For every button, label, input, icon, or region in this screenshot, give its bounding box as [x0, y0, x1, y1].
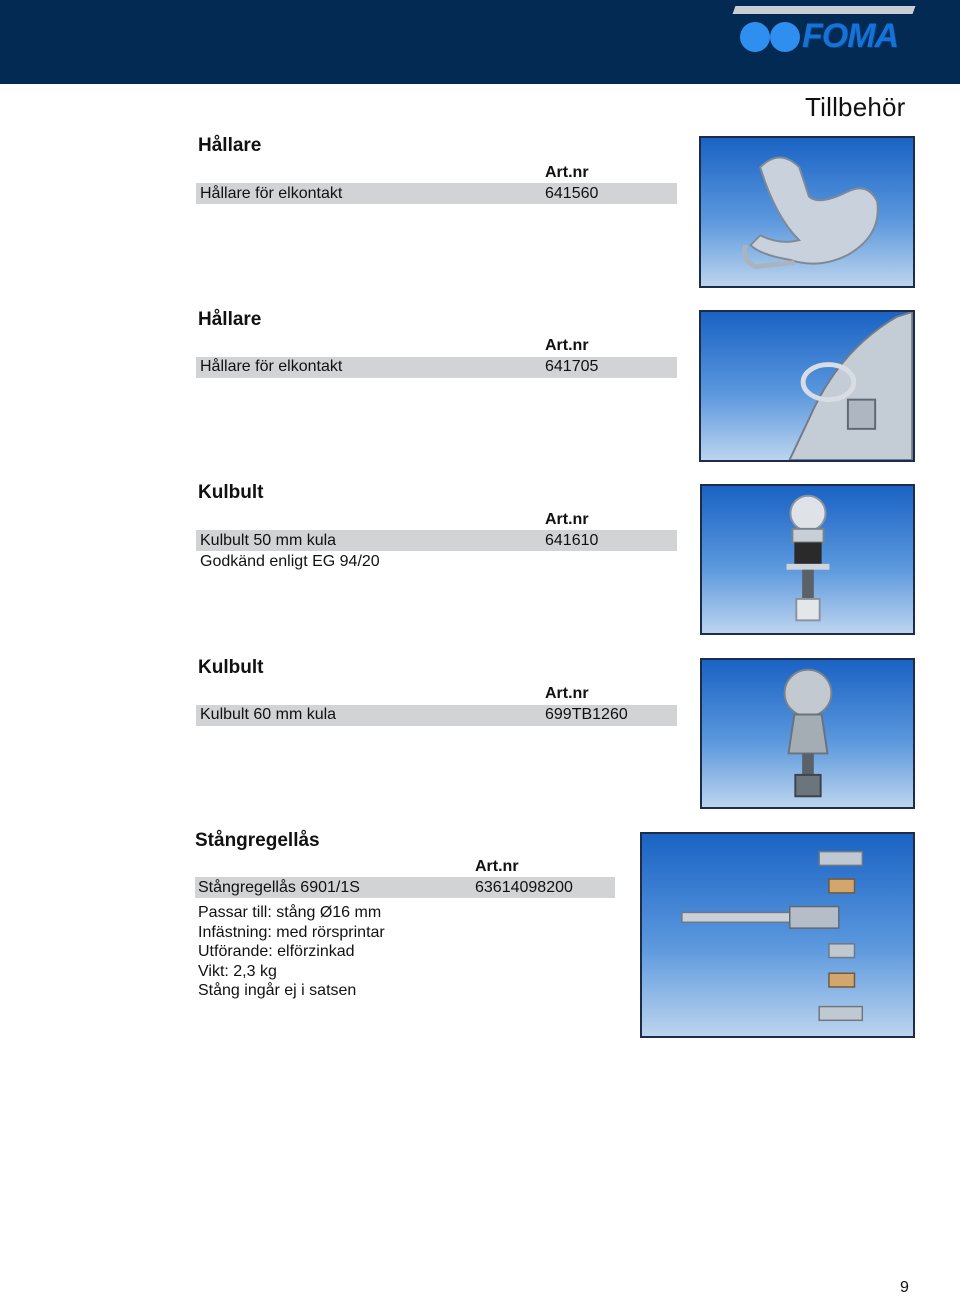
product-art-number: 63614098200	[475, 879, 573, 896]
product-heading: Hållare	[198, 135, 262, 156]
art-number-label: Art.nr	[545, 164, 589, 181]
art-number-label: Art.nr	[545, 337, 589, 354]
product-heading: Kulbult	[198, 657, 264, 678]
product-name: Hållare för elkontakt	[200, 185, 343, 202]
product-note: Infästning: med rörsprintar	[198, 924, 385, 941]
product-name: Kulbult 60 mm kula	[200, 706, 337, 723]
product-art-number: 641610	[545, 532, 599, 549]
product-note: Godkänd enligt EG 94/20	[200, 553, 380, 570]
product-art-number: 699TB1260	[545, 706, 628, 723]
art-number-label: Art.nr	[475, 858, 519, 875]
page-title: Tillbehör	[805, 92, 906, 122]
product-heading: Kulbult	[198, 482, 264, 503]
product-note: Utförande: elförzinkad	[198, 943, 355, 960]
product-art-number: 641705	[545, 358, 599, 375]
art-number-label: Art.nr	[545, 511, 589, 528]
product-heading: Hållare	[198, 309, 262, 330]
logo-circle-right	[770, 22, 800, 52]
bar-lock-kit-photo	[640, 832, 915, 1038]
product-name: Stångregellås 6901/1S	[198, 879, 360, 896]
art-number-label: Art.nr	[545, 685, 589, 702]
product-art-number: 641560	[545, 185, 599, 202]
elcontact-holder-photo	[699, 136, 915, 288]
product-note: Stång ingår ej i satsen	[198, 982, 357, 999]
logo-text: FOMA	[802, 17, 899, 55]
towball-60-photo	[700, 658, 915, 809]
foma-logo	[732, 4, 916, 54]
coupling-holder-photo	[699, 310, 915, 462]
header-bar	[0, 0, 960, 84]
product-note: Passar till: stång Ø16 mm	[198, 904, 382, 921]
logo-stripe	[733, 6, 916, 14]
logo-circle-left	[740, 22, 770, 52]
product-note: Vikt: 2,3 kg	[198, 963, 277, 980]
product-heading: Stångregellås	[195, 830, 320, 851]
product-name: Hållare för elkontakt	[200, 358, 343, 375]
product-name: Kulbult 50 mm kula	[200, 532, 337, 549]
page-number: 9	[900, 1279, 909, 1296]
towball-50-photo	[700, 484, 915, 635]
